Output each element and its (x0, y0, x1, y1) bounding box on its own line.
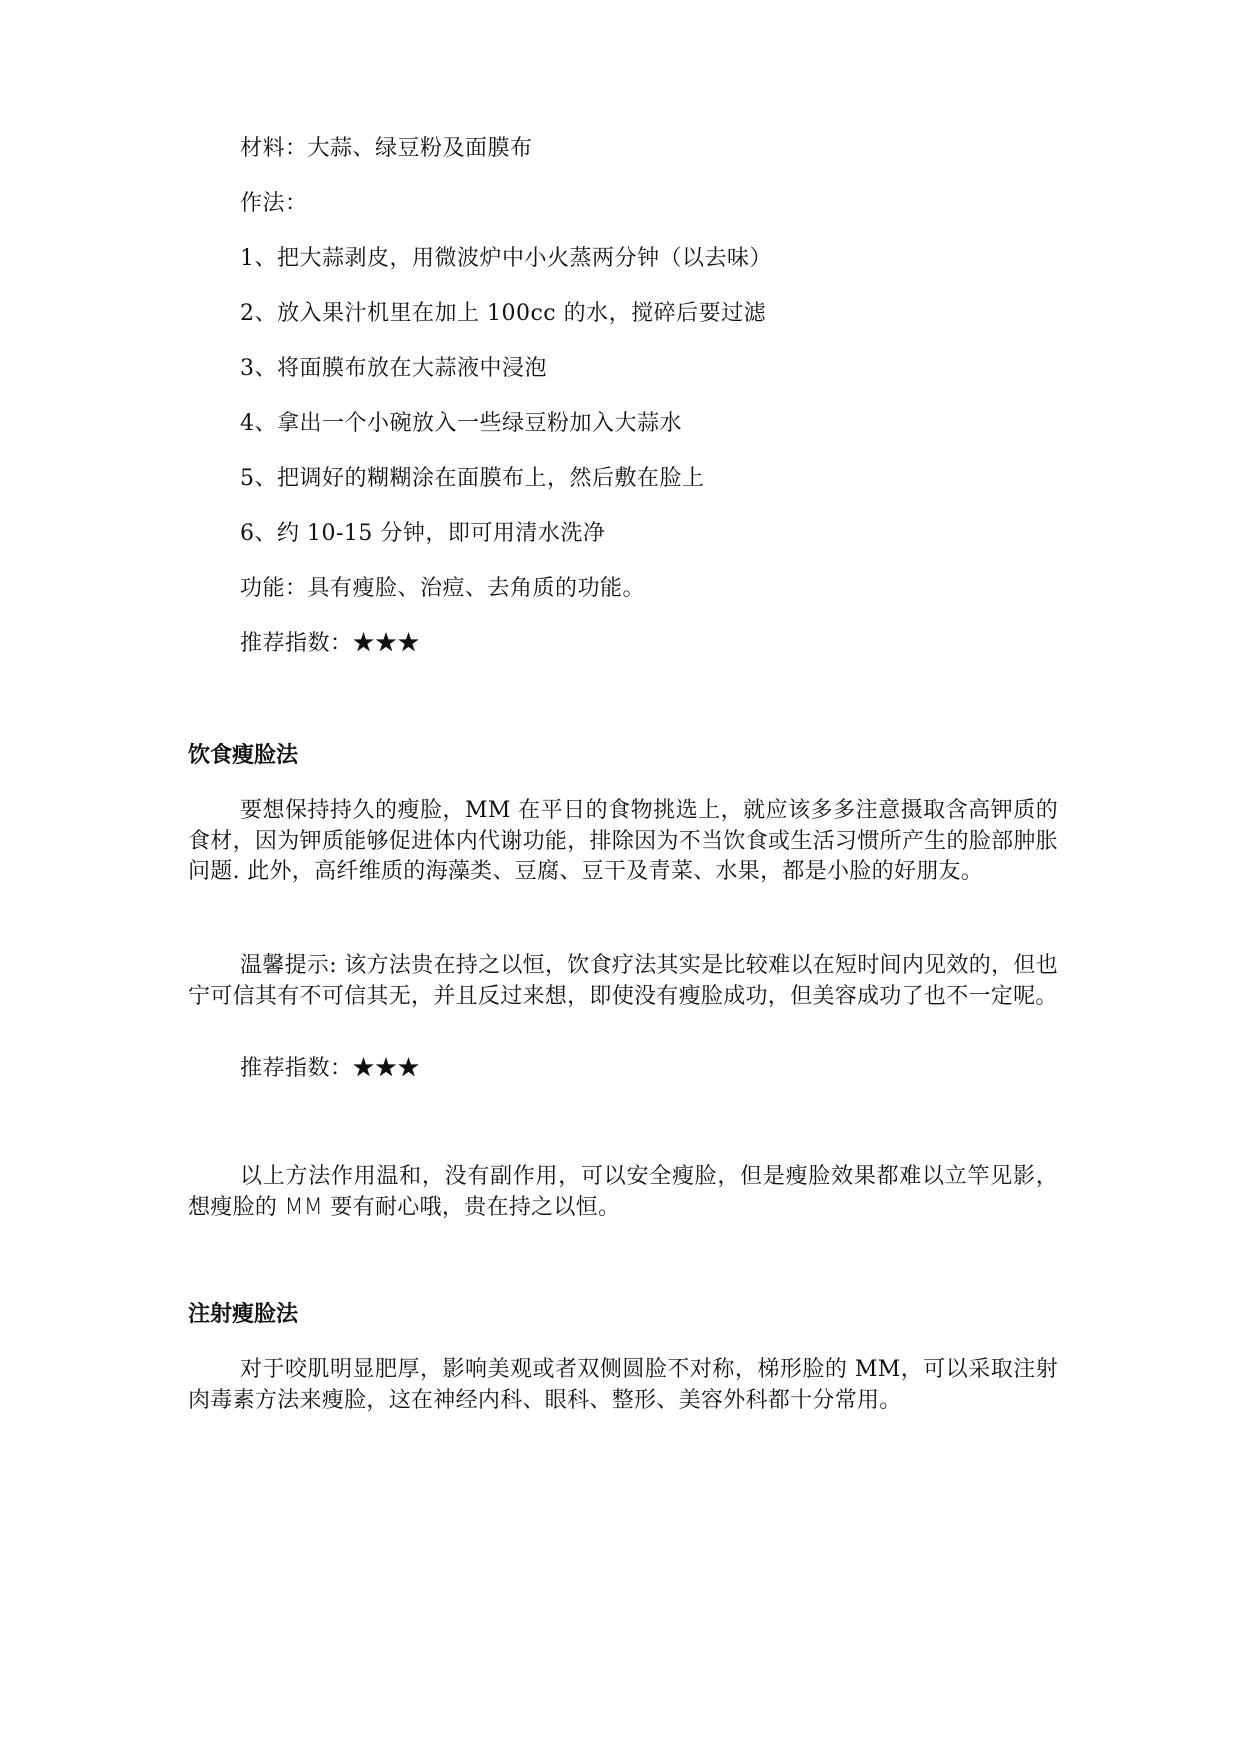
step-item: 3、将面膜布放在大蒜液中浸泡 (240, 356, 547, 381)
method-label: 作法： (240, 191, 308, 216)
function-line: 功能：具有瘦脸、治痘、去角质的功能。 (240, 576, 646, 601)
step-item: 1、把大蒜剥皮，用微波炉中小火蒸两分钟（以去味） (240, 246, 772, 271)
summary-paragraph: 以上方法作用温和，没有副作用，可以安全瘦脸，但是瘦脸效果都难以立竿见影，想瘦脸的 MM 要有耐心哦，贵在持之以恒。 (188, 1164, 1058, 1220)
step-item: 2、放入果汁机里在加上 100cc 的水，搅碎后要过滤 (240, 301, 767, 326)
injection-paragraph: 对于咬肌明显肥厚，影响美观或者双侧圆脸不对称，梯形脸的 MM，可以采取注射肉毒素方法来瘦脸，这在神经内科、眼科、整形、美容外科都十分常用。 (188, 1357, 1058, 1413)
tip-paragraph: 温馨提示: 该方法贵在持之以恒，饮食疗法其实是比较难以在短时间内见效的，但也宁可信其有不可信其无，并且反过来想，即使没有瘦脸成功，但美容成功了也不一定呢。 (188, 953, 1058, 1009)
rating-line: 推荐指数：★★★ (240, 631, 421, 656)
step-item: 5、把调好的糊糊涂在面膜布上，然后敷在脸上 (240, 466, 705, 491)
step-item: 6、约 10-15 分钟，即可用清水洗净 (240, 521, 606, 546)
diet-paragraph: 要想保持持久的瘦脸，MM 在平日的食物挑选上，就应该多多注意摄取含高钾质的食材，因为钾质能够促进体内代谢功能，排除因为不当饮食或生活习惯所产生的脸部肿胀问题. 此外，高纤维质的海藻类、豆腐、豆干及青菜、水果，都是小脸的好朋友。 (188, 798, 1058, 884)
rating-line: 推荐指数：★★★ (240, 1056, 421, 1081)
materials-line: 材料：大蒜、绿豆粉及面膜布 (240, 136, 533, 161)
section-title-injection: 注射瘦脸法 (188, 1302, 299, 1327)
step-item: 4、拿出一个小碗放入一些绿豆粉加入大蒜水 (240, 411, 682, 436)
section-title-diet: 饮食瘦脸法 (188, 743, 299, 768)
